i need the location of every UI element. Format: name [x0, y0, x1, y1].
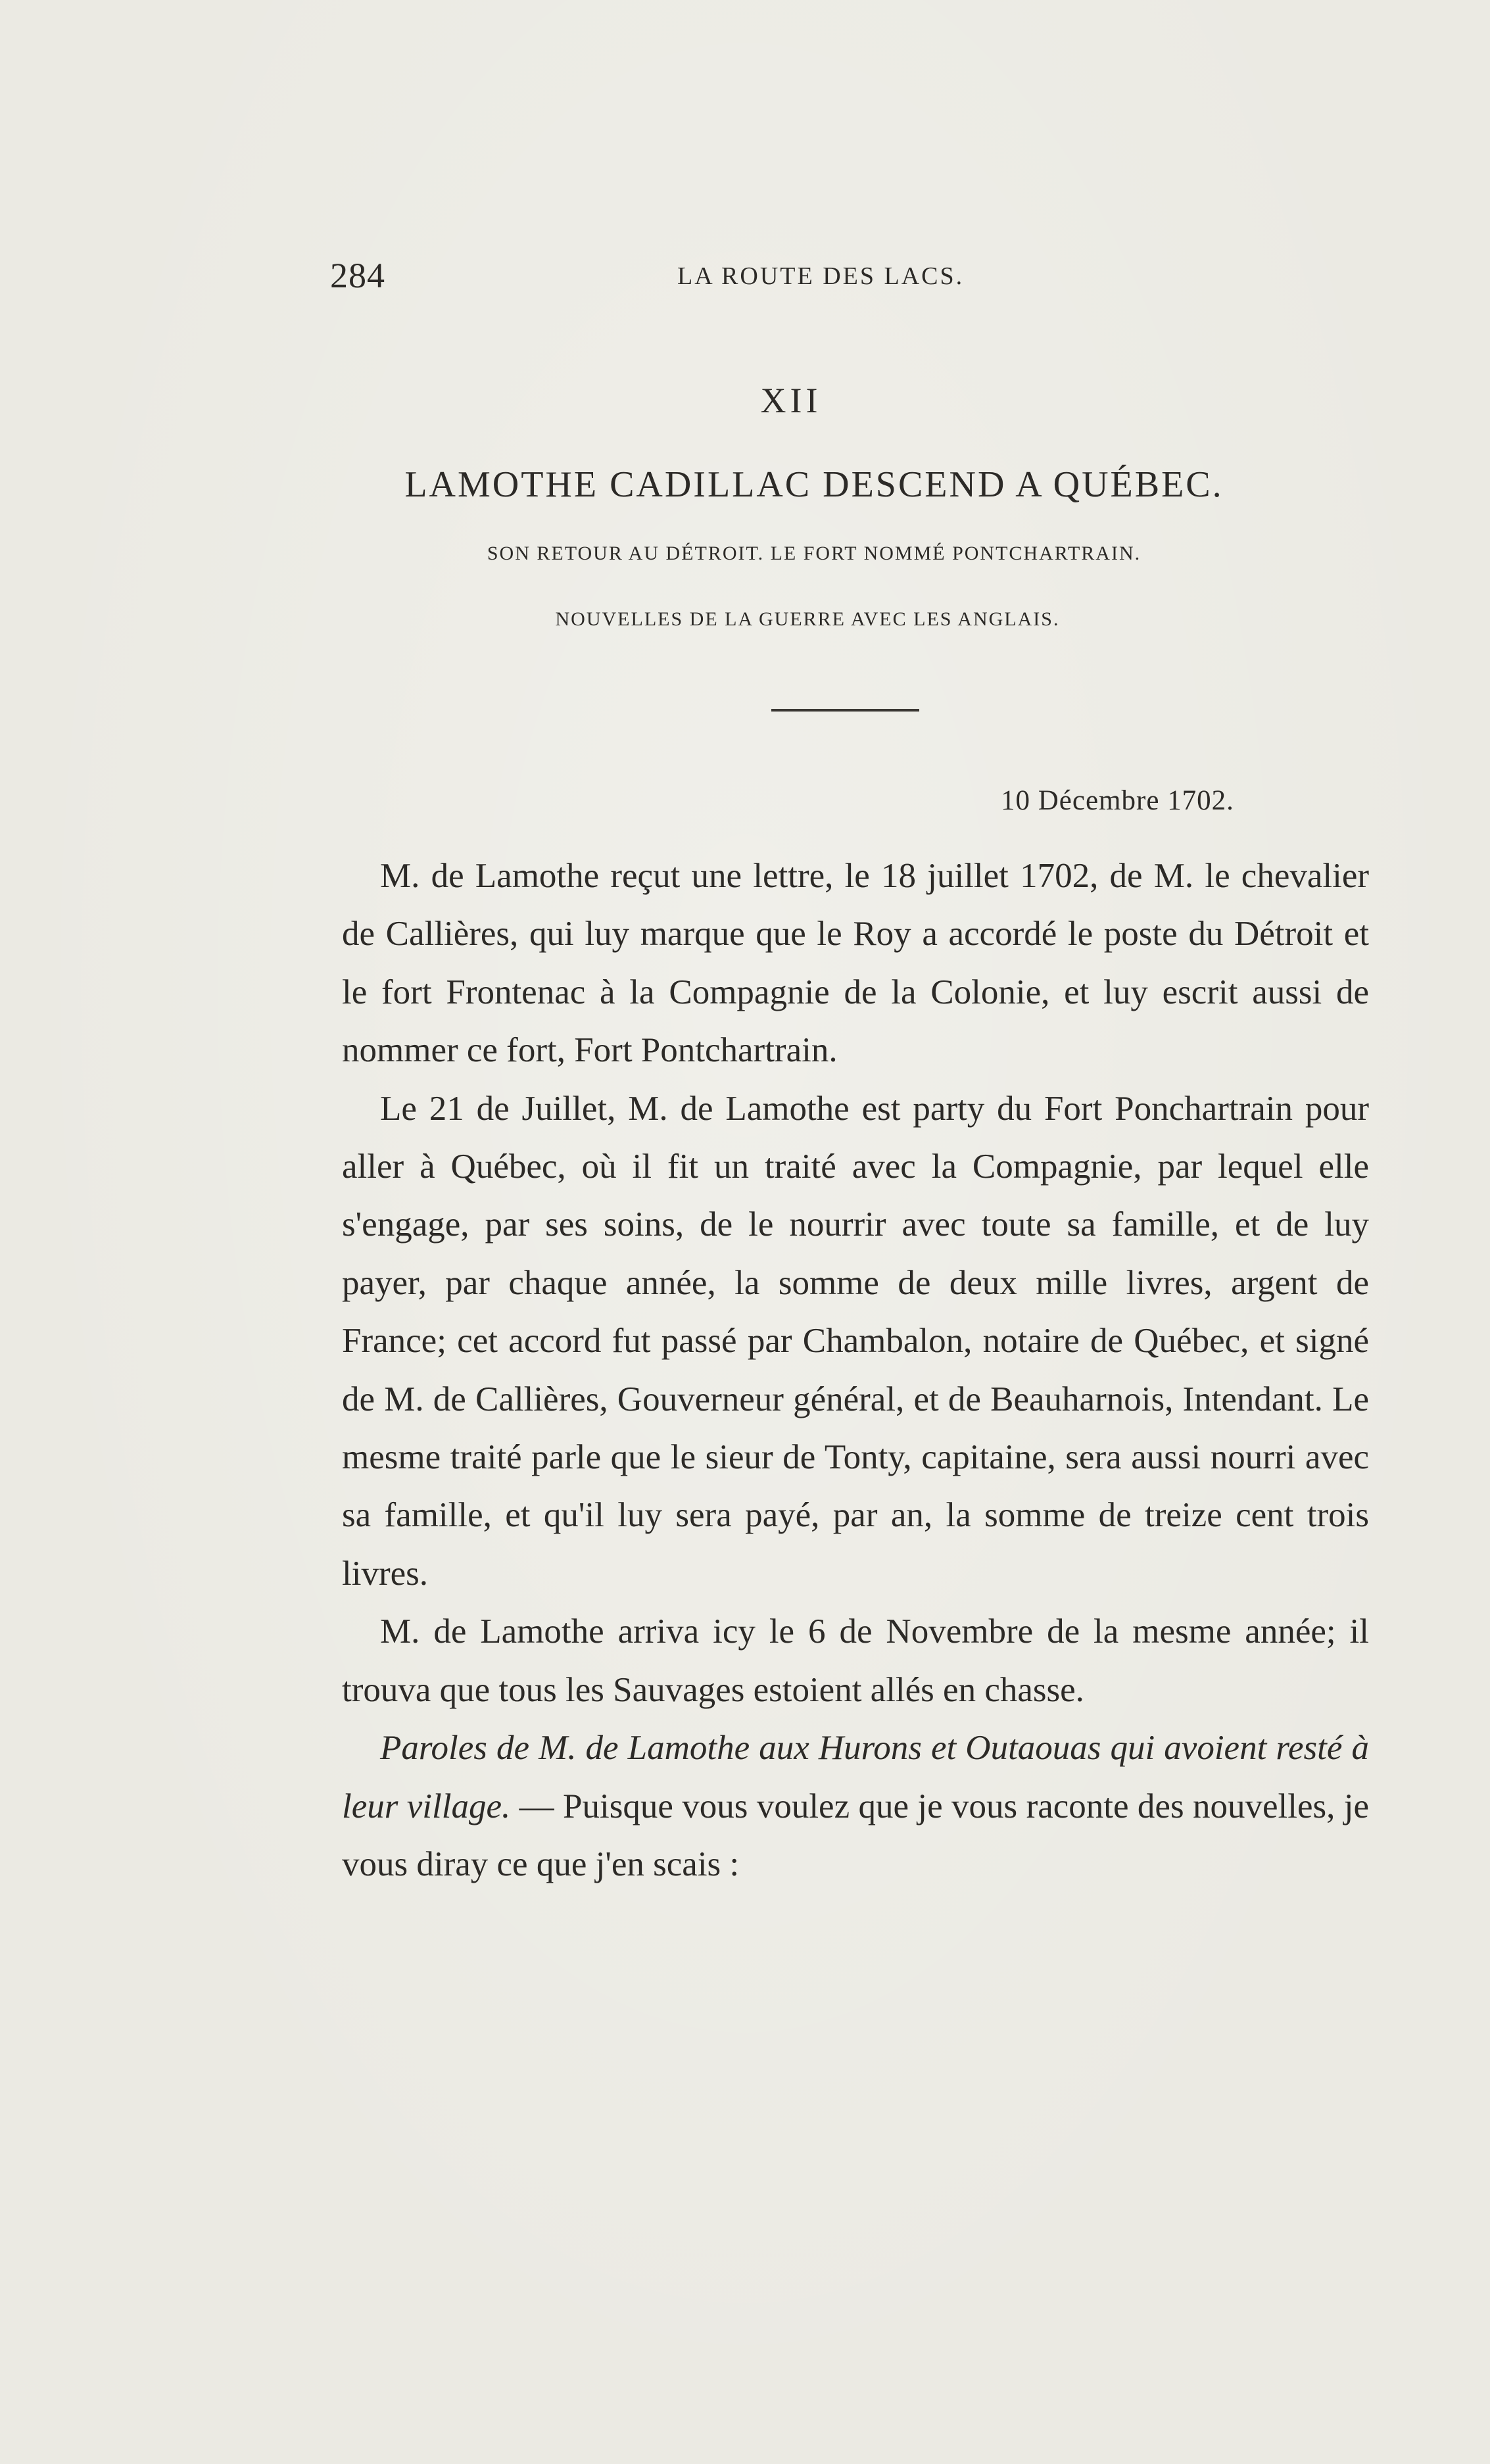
- paragraph-4-text: — Puisque vous voulez que je vous raconte des nouvelles, je vous diray ce que j'en scais :: [342, 1787, 1369, 1883]
- paragraph-1: M. de Lamothe reçut une lettre, le 18 juillet 1702, de M. le chevalier de Callières, qui luy marque que le Roy a accordé le poste du Détroit et le fort Frontenac à la Compagnie de la Colonie, et luy escrit aussi de nommer ce fort, Fort Pontchartrain.: [342, 857, 1369, 1070]
- chapter-title: LAMOTHE CADILLAC DESCEND A QUÉBEC.: [404, 464, 1224, 505]
- chapter-subtitle-line-2: NOUVELLES DE LA GUERRE AVEC LES ANGLAIS.: [555, 608, 1060, 630]
- chapter-subtitle-line-1: SON RETOUR AU DÉTROIT. LE FORT NOMMÉ PONTCHARTRAIN.: [487, 543, 1142, 564]
- chapter-number: XII: [760, 381, 822, 420]
- dateline: 10 Décembre 1702.: [1001, 785, 1234, 816]
- paragraph-3: M. de Lamothe arriva icy le 6 de Novembre de la mesme année; il trouva que tous les Sauvages estoient allés en chasse.: [342, 1612, 1369, 1709]
- paragraph-4-italic-heading: Paroles de M. de Lamothe aux Hurons et Outaouas qui avoient resté à leur village.: [342, 1729, 1369, 1825]
- paragraph-4: [342, 1719, 1369, 1893]
- page-number: 284: [330, 256, 385, 295]
- body-text: [342, 847, 1369, 1893]
- running-title: LA ROUTE DES LACS.: [677, 262, 965, 290]
- paragraph-2: Le 21 de Juillet, M. de Lamothe est party du Fort Ponchartrain pour aller à Québec, où il fit un traité avec la Compagnie, par lequel elle s'engage, par ses soins, de le nourrir avec toute sa famille, et de luy payer, par chaque année, la somme de deux mille livres, argent de France; cet accord fut passé par Chambalon, notaire de Québec, et signé de M. de Callières, Gouverneur général, et de Beauharnois, Intendant. Le mesme traité parle que le sieur de Tonty, capitaine, sera aussi nourri avec sa famille, et qu'il luy sera payé, par an, la somme de treize cent trois livres.: [342, 1089, 1369, 1593]
- running-head: [0, 255, 1490, 301]
- section-divider-rule: [771, 709, 919, 712]
